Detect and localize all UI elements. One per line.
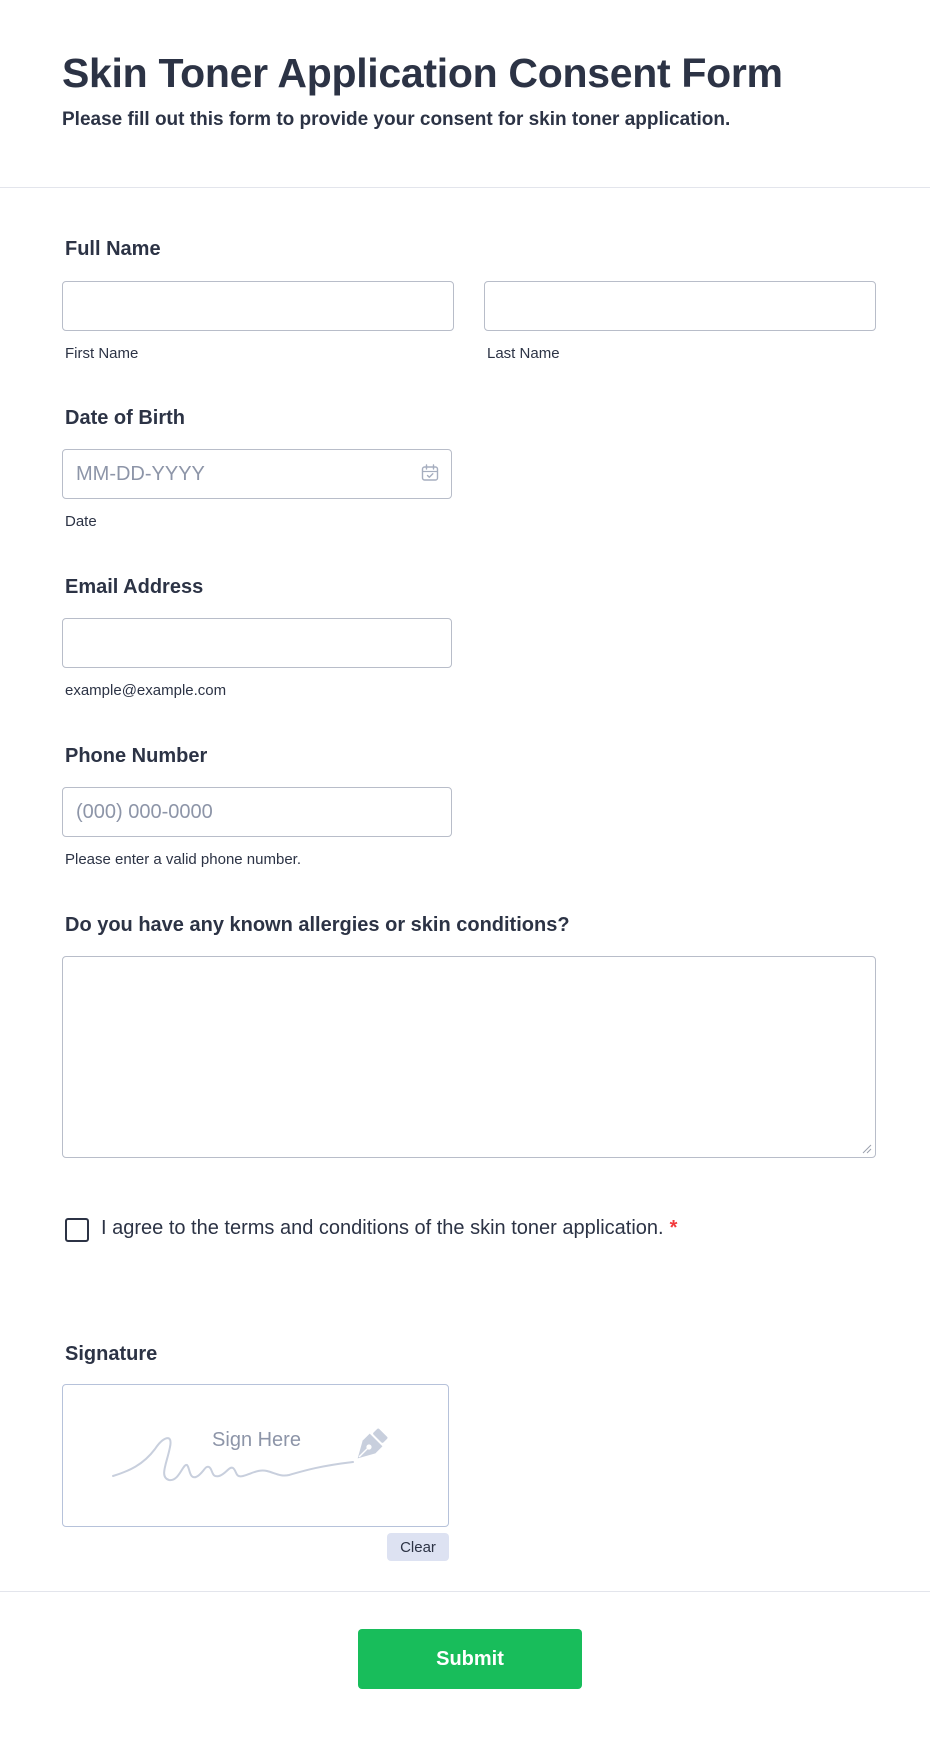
calendar-icon[interactable] (420, 463, 440, 483)
clear-signature-button[interactable]: Clear (387, 1533, 449, 1561)
date-sublabel: Date (65, 513, 97, 530)
last-name-sublabel: Last Name (487, 345, 560, 362)
allergies-field (62, 956, 876, 1158)
email-address-label: Email Address (65, 576, 204, 598)
allergies-label: Do you have any known allergies or skin conditions? (65, 914, 570, 936)
first-name-sublabel: First Name (65, 345, 139, 362)
submit-button[interactable]: Submit (358, 1629, 582, 1689)
footer-divider (0, 1591, 930, 1592)
form-header (0, 0, 930, 188)
terms-checkbox[interactable] (65, 1218, 89, 1242)
signature-pad[interactable] (62, 1384, 449, 1527)
allergies-textarea[interactable] (62, 956, 876, 1158)
date-of-birth-input[interactable] (62, 449, 452, 499)
terms-label-text: I agree to the terms and conditions of the skin toner application. (101, 1217, 664, 1239)
form-subtitle: Please fill out this form to provide your consent for skin toner application. (62, 109, 731, 130)
first-name-input[interactable] (62, 281, 454, 331)
signature-scribble-icon (63, 1385, 450, 1528)
phone-input[interactable] (62, 787, 452, 837)
last-name-input[interactable] (484, 281, 876, 331)
resize-grip-icon[interactable] (862, 1144, 872, 1154)
form-title: Skin Toner Application Consent Form (62, 50, 783, 96)
terms-label[interactable] (101, 1217, 677, 1240)
required-asterisk: * (669, 1217, 678, 1239)
full-name-label: Full Name (65, 238, 161, 260)
sign-here-prompt: Sign Here (212, 1429, 301, 1451)
email-sublabel: example@example.com (65, 682, 227, 699)
email-input[interactable] (62, 618, 452, 668)
signature-label: Signature (65, 1343, 158, 1365)
date-of-birth-label: Date of Birth (65, 407, 185, 429)
date-of-birth-field (62, 449, 452, 499)
phone-number-label: Phone Number (65, 745, 208, 767)
phone-sublabel: Please enter a valid phone number. (65, 851, 301, 868)
